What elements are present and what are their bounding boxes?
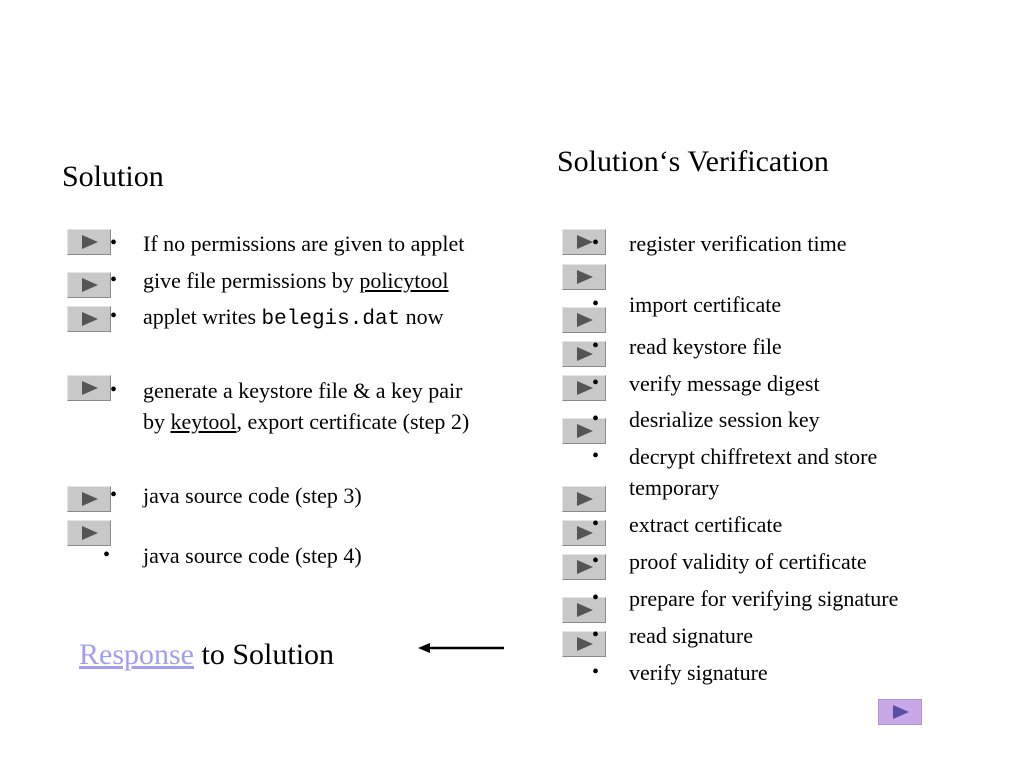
bullet: •	[592, 408, 600, 430]
left-arrow-icon	[418, 640, 504, 656]
bullet: •	[592, 624, 600, 646]
policytool-link[interactable]: policytool	[359, 268, 449, 293]
item-text: temporary	[629, 475, 720, 500]
item-text: java source code (step 4)	[143, 543, 362, 568]
bullet: •	[110, 305, 118, 327]
list-item: extract certificate	[629, 512, 783, 537]
item-text: java source code (step 3)	[143, 483, 362, 508]
play-button-icon[interactable]	[562, 597, 606, 623]
bullet: •	[103, 544, 111, 566]
play-button-icon[interactable]	[562, 229, 606, 255]
bullet: •	[592, 335, 600, 357]
bullet: •	[592, 661, 600, 683]
bullet: •	[592, 587, 600, 609]
bullet: •	[110, 269, 118, 291]
play-button-icon[interactable]	[67, 306, 111, 332]
list-item: register verification time	[629, 231, 847, 256]
play-button-icon[interactable]	[562, 554, 606, 580]
bullet: •	[110, 484, 118, 506]
list-item: verify message digest	[629, 371, 820, 396]
bullet: •	[592, 550, 600, 572]
list-item	[143, 540, 362, 571]
item-text: by	[143, 409, 171, 434]
play-button-icon[interactable]	[67, 229, 111, 255]
response-link[interactable]: Response	[79, 638, 194, 671]
bullet: •	[110, 232, 118, 254]
item-text: applet writes	[143, 304, 262, 329]
list-item	[143, 265, 449, 296]
play-button-icon[interactable]	[562, 264, 606, 290]
play-button-icon[interactable]	[562, 631, 606, 657]
play-button-icon[interactable]	[67, 375, 111, 401]
item-text: If no permissions are given to applet	[143, 231, 465, 256]
bullet: •	[110, 379, 118, 401]
item-text: give file permissions by	[143, 268, 360, 293]
play-button-icon[interactable]	[562, 418, 606, 444]
list-item	[143, 375, 469, 437]
list-item	[143, 228, 464, 259]
list-item	[143, 301, 444, 335]
list-item: proof validity of certificate	[629, 549, 867, 574]
play-button-icon[interactable]	[562, 341, 606, 367]
item-text: now	[400, 304, 444, 329]
solution-heading: Solution	[62, 160, 164, 193]
list-item: desrialize session key	[629, 407, 820, 432]
play-button-icon[interactable]	[562, 375, 606, 401]
verification-heading: Solution‘s Verification	[557, 145, 829, 178]
bullet: •	[592, 293, 600, 315]
list-item: read signature	[629, 623, 753, 648]
response-line	[79, 638, 334, 672]
list-item	[143, 480, 362, 511]
bullet: •	[592, 372, 600, 394]
play-button-icon[interactable]	[67, 486, 111, 512]
bullet: •	[592, 445, 600, 467]
item-text: generate a keystore file & a key pair	[143, 378, 463, 403]
keytool-link[interactable]: keytool	[170, 409, 237, 434]
filename-code: belegis.dat	[261, 308, 401, 331]
list-item: verify signature	[629, 660, 768, 685]
play-button-icon[interactable]	[562, 486, 606, 512]
play-button-icon[interactable]	[562, 520, 606, 546]
bullet: •	[592, 513, 600, 535]
play-button-icon[interactable]	[67, 272, 111, 298]
response-text: to Solution	[194, 638, 335, 671]
next-slide-icon[interactable]	[878, 699, 922, 725]
bullet: •	[592, 232, 600, 254]
list-item: read keystore file	[629, 334, 782, 359]
list-item: prepare for verifying signature	[629, 586, 899, 611]
item-text: , export certificate (step 2)	[236, 409, 470, 434]
list-item	[629, 441, 877, 503]
list-item: import certificate	[629, 292, 782, 317]
play-button-icon[interactable]	[562, 307, 606, 333]
item-text: decrypt chiffretext and store	[629, 444, 878, 469]
